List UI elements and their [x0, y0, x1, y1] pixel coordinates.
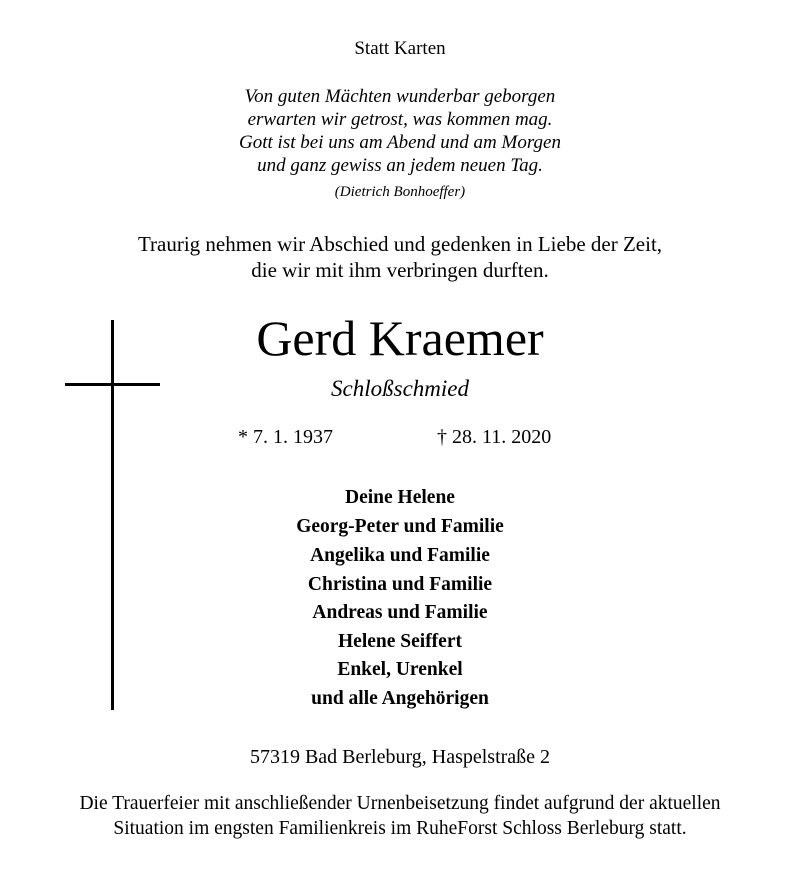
death-date: † 28. 11. 2020 [437, 426, 552, 448]
mourner-entry: Deine Helene [345, 487, 455, 508]
poem-author: (Dietrich Bonhoeffer) [334, 184, 466, 200]
mourner-entry: Angelika und Familie [310, 545, 490, 566]
funeral-note-line: Situation im engsten Familienkreis im RuheForst Schloss Berleburg statt. [113, 818, 687, 839]
birth-date: * 7. 1. 1937 [238, 426, 333, 448]
poem-line: Von guten Mächten wunderbar geborgen [244, 86, 556, 107]
mourner-entry: Helene Seiffert [338, 631, 462, 652]
deceased-name: Gerd Kraemer [256, 310, 544, 366]
funeral-note-line: Die Trauerfeier mit anschließender Urnenbeisetzung findet aufgrund der aktuellen [79, 793, 721, 814]
mourner-entry: und alle Angehörigen [311, 688, 489, 709]
mourner-entry: Georg-Peter und Familie [296, 516, 504, 537]
mourner-entry: Enkel, Urenkel [337, 659, 463, 680]
mourner-entry: Christina und Familie [307, 574, 493, 595]
poem-line: Gott ist bei uns am Abend und am Morgen [239, 132, 561, 153]
poem-line: und ganz gewiss an jedem neuen Tag. [257, 155, 543, 176]
header-statt-karten: Statt Karten [354, 38, 446, 59]
address: 57319 Bad Berleburg, Haspelstraße 2 [249, 746, 551, 768]
intro-line: die wir mit ihm verbringen durften. [251, 258, 549, 282]
mourner-entry: Andreas und Familie [312, 602, 488, 623]
intro-line: Traurig nehmen wir Abschied und gedenken in Liebe der Zeit, [137, 232, 663, 256]
poem-line: erwarten wir getrost, was kommen mag. [247, 109, 553, 130]
deceased-occupation: Schloßschmied [331, 376, 469, 401]
